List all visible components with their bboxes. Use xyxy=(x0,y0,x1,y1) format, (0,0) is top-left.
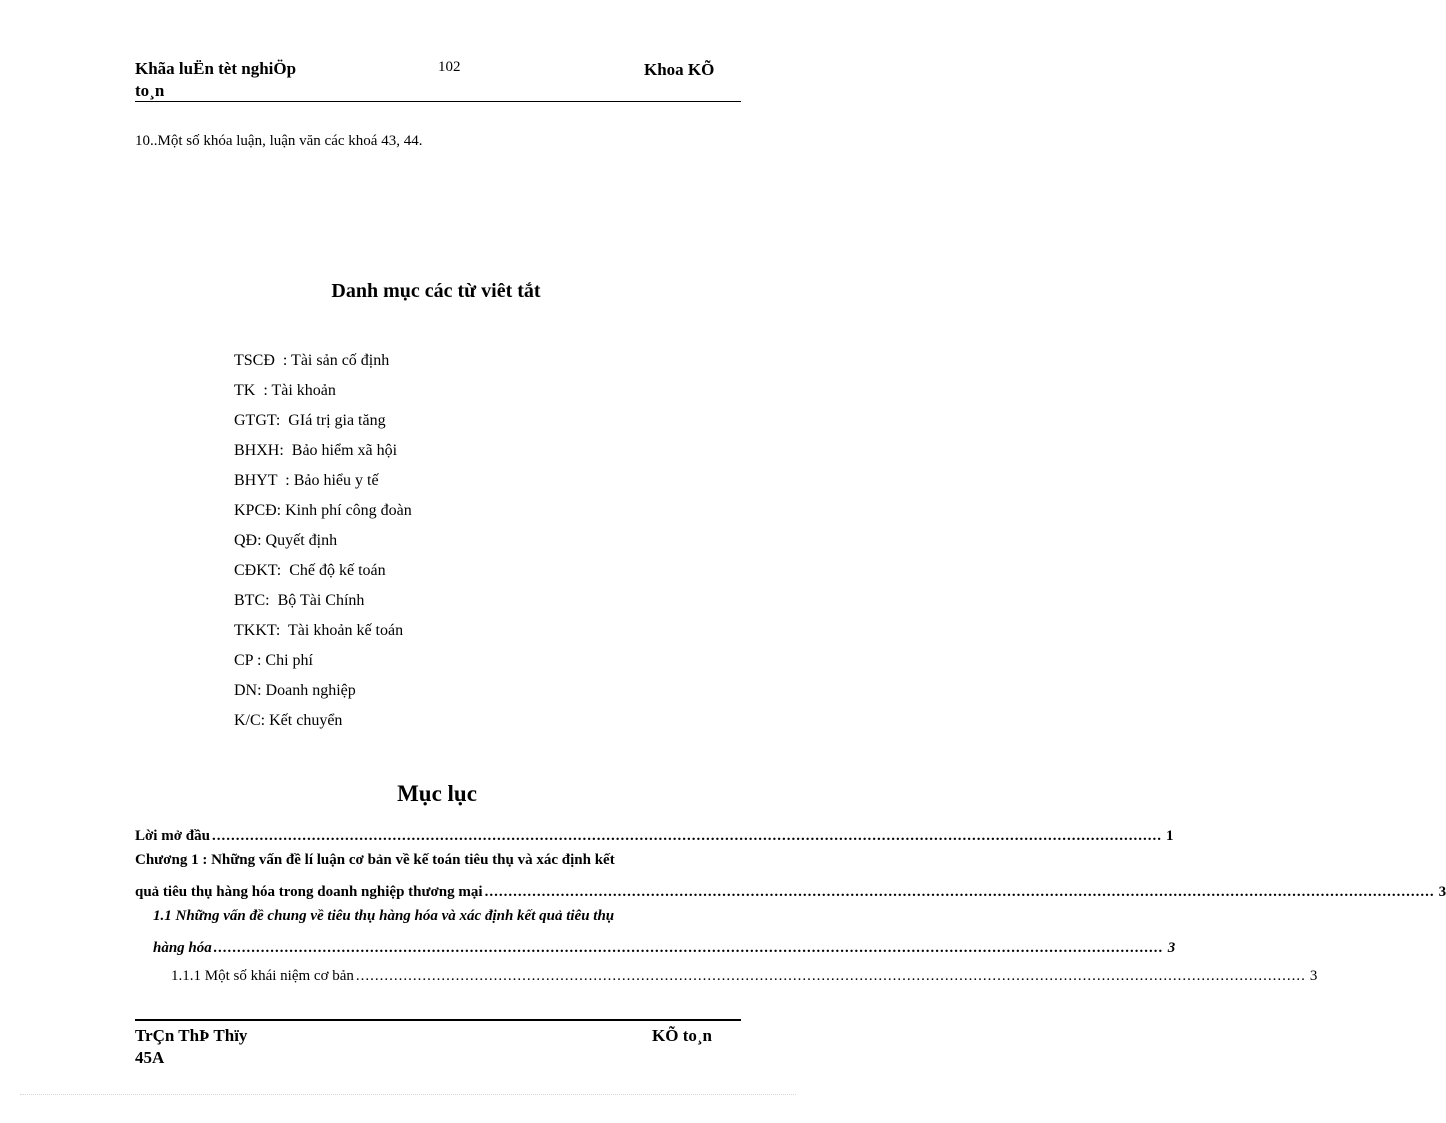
header-rule xyxy=(135,101,741,102)
toc-entry-title: 1.1.1 Một số khái niệm cơ bản xyxy=(171,968,354,984)
abbreviation-item: KPCĐ: Kinh phí công đoàn xyxy=(234,502,412,519)
toc-heading: Mục lục xyxy=(397,781,477,806)
toc-entry-chapter1-line1[interactable]: Chương 1 : Những vấn đề lí luận cơ bản về kế toán tiêu thụ và xác định kết xyxy=(135,852,615,868)
header-title-line1: Khãa luËn tèt nghiÖp xyxy=(135,59,297,78)
abbreviations-heading: Danh mục các từ viêt tắt xyxy=(331,280,541,302)
toc-leader: ........................................................................................................................................................................................................ xyxy=(213,940,1164,956)
toc-leader: ........................................................................................................................................................................................................ xyxy=(355,968,1306,984)
toc-entry-title: hàng hóa xyxy=(153,940,212,956)
toc-entry-page: 1 xyxy=(1165,828,1174,844)
header-department: Khoa KÕ xyxy=(644,60,715,79)
page-number: 102 xyxy=(438,59,461,75)
toc-entry-title: quả tiêu thụ hàng hóa trong doanh nghiệp thương mại xyxy=(135,884,483,900)
footer-department: KÕ to¸n xyxy=(652,1026,712,1045)
abbreviation-item: TK : Tài khoản xyxy=(234,382,336,399)
header-title-line2: to¸n xyxy=(135,81,165,100)
toc-entry-title: Lời mở đầu xyxy=(135,828,210,844)
footer-author-name: TrÇn ThÞ Thïy xyxy=(135,1026,248,1045)
abbreviation-item: BHXH: Bảo hiểm xã hội xyxy=(234,442,398,459)
abbreviation-item: CP : Chi phí xyxy=(234,652,313,669)
reference-item: 10..Một số khóa luận, luận văn các khoá 43, 44. xyxy=(135,133,423,149)
toc-entry-preface[interactable] xyxy=(135,820,1174,848)
toc-entry-page: 3 xyxy=(1438,884,1446,900)
footer-author xyxy=(135,1025,247,1069)
abbreviation-item: GTGT: GIá trị gia tăng xyxy=(234,412,386,429)
footer-rule xyxy=(135,1019,741,1021)
toc-leader: ........................................................................................................................................................................................................ xyxy=(484,884,1435,900)
toc-entry-chapter1[interactable] xyxy=(135,876,1446,904)
table-of-contents xyxy=(135,820,1446,988)
abbreviation-item: K/C: Kết chuyển xyxy=(234,712,343,729)
abbreviation-item: BHYT : Bảo hiểu y tế xyxy=(234,472,379,489)
toc-entry-page: 3 xyxy=(1309,968,1318,984)
header-title xyxy=(135,58,296,102)
abbreviation-item: BTC: Bộ Tài Chính xyxy=(234,592,365,609)
toc-entry-page: 3 xyxy=(1167,940,1176,956)
abbreviations-list xyxy=(234,350,412,740)
abbreviation-item: DN: Doanh nghiệp xyxy=(234,682,356,699)
toc-leader: ........................................................................................................................................................................................................ xyxy=(211,828,1162,844)
abbreviation-item: TKKT: Tài khoản kế toán xyxy=(234,622,404,639)
toc-entry-section-1-1[interactable] xyxy=(135,932,1176,960)
abbreviation-item: QĐ: Quyết định xyxy=(234,532,338,549)
toc-entry-section-1-1-line1[interactable]: 1.1 Những vấn đề chung về tiêu thụ hàng hóa và xác định kết quả tiêu thụ xyxy=(153,908,615,924)
page-edge-divider xyxy=(20,1094,796,1095)
toc-entry-section-1-1-1[interactable] xyxy=(135,960,1318,988)
footer-author-class: 45A xyxy=(135,1048,165,1067)
abbreviation-item: TSCĐ : Tài sản cố định xyxy=(234,352,390,369)
abbreviation-item: CĐKT: Chế độ kế toán xyxy=(234,562,386,579)
